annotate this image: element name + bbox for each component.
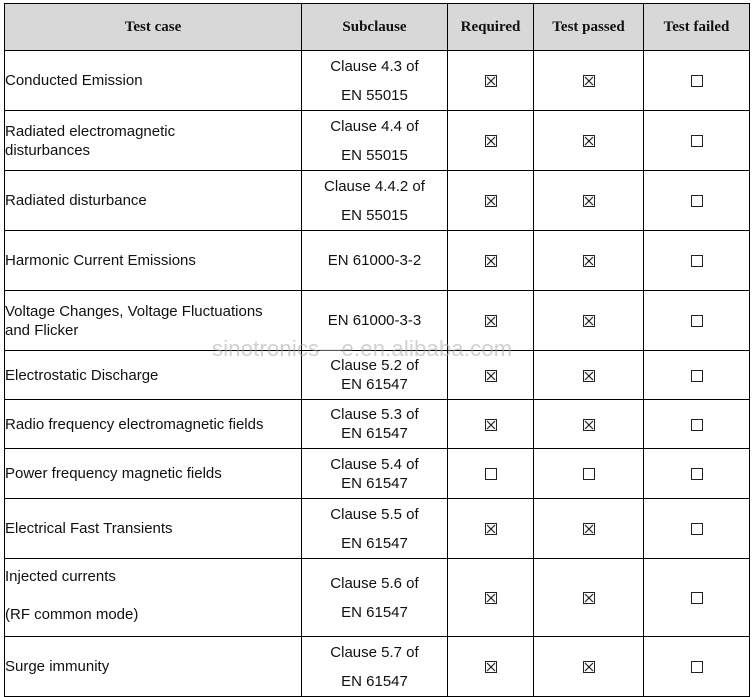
test-case-text: Conducted Emission	[5, 72, 143, 89]
test-case-text: Surge immunity	[5, 658, 110, 675]
subclause-text: EN 55015	[341, 86, 408, 104]
check-x-mark	[485, 661, 497, 673]
required-cell	[448, 499, 534, 559]
test-results-table	[4, 3, 750, 697]
required-cell	[448, 559, 534, 637]
table-row	[5, 559, 750, 637]
test-case-cell	[5, 51, 302, 111]
subclause-text: Clause 4.4 of	[330, 117, 419, 135]
required-checkbox	[485, 370, 497, 382]
required-cell	[448, 291, 534, 351]
subclause-text: EN 61000-3-2	[327, 252, 422, 269]
passed-cell	[534, 171, 644, 231]
check-x-mark	[583, 255, 595, 267]
passed-checkbox	[583, 370, 595, 382]
subclause-text: Clause 5.2 of	[330, 357, 419, 374]
failed-cell	[644, 51, 750, 111]
failed-cell	[644, 231, 750, 291]
failed-checkbox	[691, 75, 703, 87]
test-case-cell	[5, 449, 302, 499]
required-checkbox	[485, 75, 497, 87]
required-checkbox	[485, 468, 497, 480]
failed-checkbox	[691, 195, 703, 207]
passed-cell	[534, 449, 644, 499]
required-cell	[448, 449, 534, 499]
required-checkbox	[485, 195, 497, 207]
subclause-text: EN 61547	[341, 603, 408, 621]
header-required: Required	[448, 4, 534, 51]
required-checkbox	[485, 135, 497, 147]
failed-checkbox	[691, 523, 703, 535]
check-x-mark	[583, 592, 595, 604]
table-row	[5, 111, 750, 171]
subclause-cell	[302, 351, 448, 400]
table-row	[5, 51, 750, 111]
passed-checkbox	[583, 468, 595, 480]
subclause-text: Clause 5.5 of	[330, 505, 419, 523]
test-case-text: Radio frequency electromagnetic fields	[5, 415, 264, 433]
failed-checkbox	[691, 468, 703, 480]
subclause-text: Clause 5.6 of	[330, 574, 419, 592]
failed-cell	[644, 449, 750, 499]
passed-checkbox	[583, 75, 595, 87]
table-row	[5, 171, 750, 231]
check-x-mark	[583, 75, 595, 87]
subclause-cell	[302, 637, 448, 697]
failed-cell	[644, 291, 750, 351]
failed-cell	[644, 637, 750, 697]
subclause-text: Clause 5.4 of	[330, 455, 419, 473]
passed-checkbox	[583, 315, 595, 327]
subclause-text: EN 61000-3-3	[327, 312, 422, 329]
failed-cell	[644, 111, 750, 171]
subclause-cell	[302, 291, 448, 351]
header-subclause: Subclause	[302, 4, 448, 51]
passed-cell	[534, 351, 644, 400]
subclause-text: Clause 4.3 of	[330, 57, 419, 75]
passed-cell	[534, 231, 644, 291]
table-row	[5, 637, 750, 697]
header-test-failed: Test failed	[644, 4, 750, 51]
test-case-cell	[5, 499, 302, 559]
passed-cell	[534, 637, 644, 697]
required-checkbox	[485, 419, 497, 431]
subclause-cell	[302, 51, 448, 111]
passed-checkbox	[583, 255, 595, 267]
check-x-mark	[583, 523, 595, 535]
test-case-text: Injected currents	[5, 568, 116, 585]
test-case-text: Radiated disturbance	[5, 192, 147, 209]
failed-checkbox	[691, 135, 703, 147]
test-case-text: and Flicker	[5, 321, 79, 339]
test-case-cell	[5, 111, 302, 171]
table-row	[5, 499, 750, 559]
check-x-mark	[485, 370, 497, 382]
required-cell	[448, 171, 534, 231]
passed-checkbox	[583, 523, 595, 535]
check-x-mark	[485, 255, 497, 267]
subclause-cell	[302, 111, 448, 171]
test-case-cell	[5, 171, 302, 231]
test-case-cell	[5, 637, 302, 697]
subclause-cell	[302, 231, 448, 291]
header-row	[5, 4, 750, 51]
required-cell	[448, 637, 534, 697]
check-x-mark	[583, 195, 595, 207]
failed-cell	[644, 499, 750, 559]
subclause-cell	[302, 559, 448, 637]
check-x-mark	[485, 135, 497, 147]
test-case-text: Electrical Fast Transients	[5, 520, 173, 537]
check-x-mark	[485, 75, 497, 87]
test-case-text: Radiated electromagnetic	[5, 122, 176, 140]
passed-checkbox	[583, 419, 595, 431]
failed-cell	[644, 351, 750, 400]
test-case-cell	[5, 351, 302, 400]
failed-checkbox	[691, 661, 703, 673]
subclause-text: EN 61547	[341, 474, 408, 492]
failed-cell	[644, 559, 750, 637]
passed-cell	[534, 111, 644, 171]
subclause-text: EN 61547	[341, 672, 408, 690]
subclause-cell	[302, 171, 448, 231]
test-case-text: Power frequency magnetic fields	[5, 465, 222, 482]
required-cell	[448, 231, 534, 291]
required-checkbox	[485, 523, 497, 535]
required-cell	[448, 351, 534, 400]
subclause-cell	[302, 449, 448, 499]
subclause-text: Clause 4.4.2 of	[324, 177, 425, 195]
test-case-cell	[5, 559, 302, 637]
passed-cell	[534, 499, 644, 559]
watermark: sinotronics—e.en.alibaba.com	[212, 336, 513, 361]
required-cell	[448, 51, 534, 111]
table-row	[5, 400, 750, 449]
table-row	[5, 449, 750, 499]
passed-checkbox	[583, 195, 595, 207]
check-x-mark	[583, 419, 595, 431]
subclause-text: Clause 5.7 of	[330, 643, 419, 661]
required-checkbox	[485, 315, 497, 327]
passed-checkbox	[583, 592, 595, 604]
test-case-text: Harmonic Current Emissions	[5, 252, 196, 269]
check-x-mark	[583, 661, 595, 673]
check-x-mark	[583, 315, 595, 327]
subclause-text: EN 55015	[341, 206, 408, 224]
failed-cell	[644, 171, 750, 231]
test-case-cell	[5, 231, 302, 291]
subclause-text: EN 61547	[341, 534, 408, 552]
failed-checkbox	[691, 592, 703, 604]
check-x-mark	[485, 315, 497, 327]
subclause-text: Clause 5.3 of	[330, 406, 419, 423]
header-test-passed: Test passed	[534, 4, 644, 51]
test-case-cell	[5, 400, 302, 449]
test-case-text: Voltage Changes, Voltage Fluctuations	[5, 302, 263, 320]
check-x-mark	[485, 592, 497, 604]
test-case-text: (RF common mode)	[5, 606, 139, 623]
passed-cell	[534, 559, 644, 637]
failed-checkbox	[691, 419, 703, 431]
check-x-mark	[583, 135, 595, 147]
failed-checkbox	[691, 315, 703, 327]
required-checkbox	[485, 661, 497, 673]
required-cell	[448, 111, 534, 171]
required-cell	[448, 400, 534, 449]
passed-cell	[534, 291, 644, 351]
failed-checkbox	[691, 370, 703, 382]
test-case-cell	[5, 291, 302, 351]
failed-checkbox	[691, 255, 703, 267]
subclause-text: EN 61547	[341, 425, 408, 442]
check-x-mark	[485, 523, 497, 535]
passed-checkbox	[583, 135, 595, 147]
header-test-case: Test case	[5, 4, 302, 51]
test-case-text: disturbances	[5, 141, 91, 159]
subclause-text: EN 55015	[341, 146, 408, 164]
table-row	[5, 291, 750, 351]
check-x-mark	[485, 419, 497, 431]
passed-cell	[534, 51, 644, 111]
subclause-cell	[302, 499, 448, 559]
passed-cell	[534, 400, 644, 449]
check-x-mark	[485, 195, 497, 207]
test-case-text: Electrostatic Discharge	[5, 366, 159, 384]
check-x-mark	[583, 370, 595, 382]
subclause-cell	[302, 400, 448, 449]
failed-cell	[644, 400, 750, 449]
subclause-text: EN 61547	[341, 376, 408, 393]
required-checkbox	[485, 255, 497, 267]
table-row	[5, 351, 750, 400]
table-row	[5, 231, 750, 291]
passed-checkbox	[583, 661, 595, 673]
required-checkbox	[485, 592, 497, 604]
